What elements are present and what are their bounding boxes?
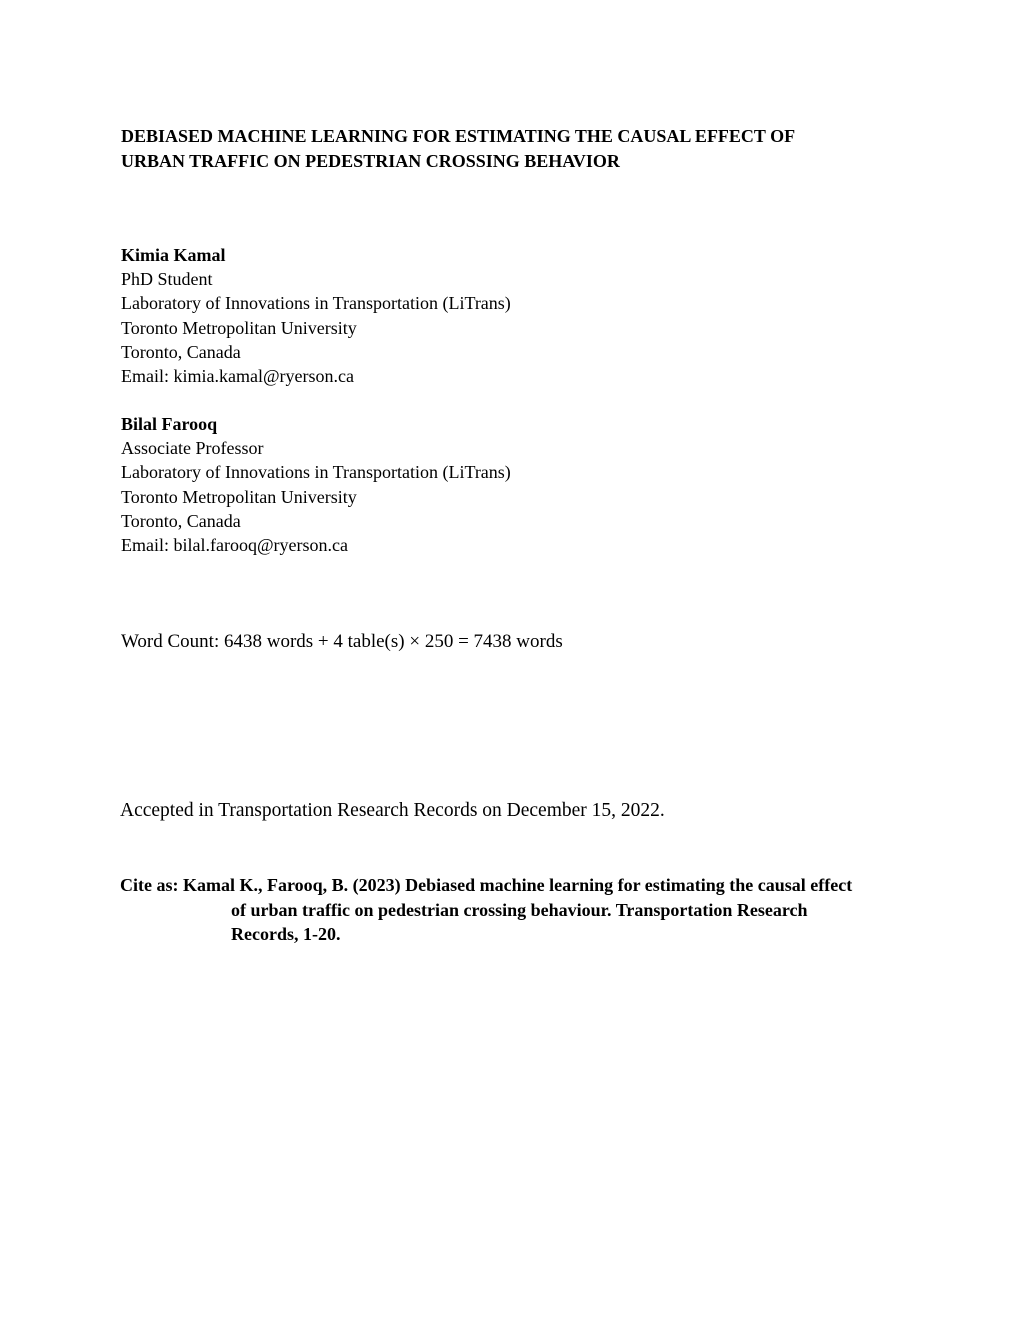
author-email: Email: bilal.farooq@ryerson.ca	[121, 535, 348, 556]
acceptance-note: Accepted in Transportation Research Records on December 15, 2022.	[120, 800, 665, 821]
author-university: Toronto Metropolitan University	[121, 486, 357, 507]
author-email: Email: kimia.kamal@ryerson.ca	[121, 366, 354, 387]
author-position: PhD Student	[121, 269, 213, 290]
author-position: Associate Professor	[121, 438, 264, 459]
citation-line-2: of urban traffic on pedestrian crossing behaviour. Transportation Research	[231, 899, 808, 920]
author-lab: Laboratory of Innovations in Transportation (LiTrans)	[121, 293, 511, 314]
author-location: Toronto, Canada	[121, 510, 241, 531]
word-count: Word Count: 6438 words + 4 table(s) × 250 = 7438 words	[121, 631, 563, 652]
author-block-kimia-kamal	[121, 243, 721, 388]
citation-block	[120, 873, 940, 947]
citation-line-1: Cite as: Kamal K., Farooq, B. (2023) Debiased machine learning for estimating the causal effect	[120, 875, 853, 895]
author-university: Toronto Metropolitan University	[121, 317, 357, 338]
author-location: Toronto, Canada	[121, 341, 241, 362]
author-name: Kimia Kamal	[121, 245, 226, 265]
paper-title-line-2: URBAN TRAFFIC ON PEDESTRIAN CROSSING BEHAVIOR	[121, 151, 620, 171]
author-block-bilal-farooq	[121, 412, 721, 557]
author-lab: Laboratory of Innovations in Transportation (LiTrans)	[121, 462, 511, 483]
paper-title	[121, 124, 921, 174]
author-name: Bilal Farooq	[121, 414, 218, 434]
citation-line-3: Records, 1-20.	[231, 924, 341, 944]
paper-title-line-1: DEBIASED MACHINE LEARNING FOR ESTIMATING THE CAUSAL EFFECT OF	[121, 126, 796, 146]
